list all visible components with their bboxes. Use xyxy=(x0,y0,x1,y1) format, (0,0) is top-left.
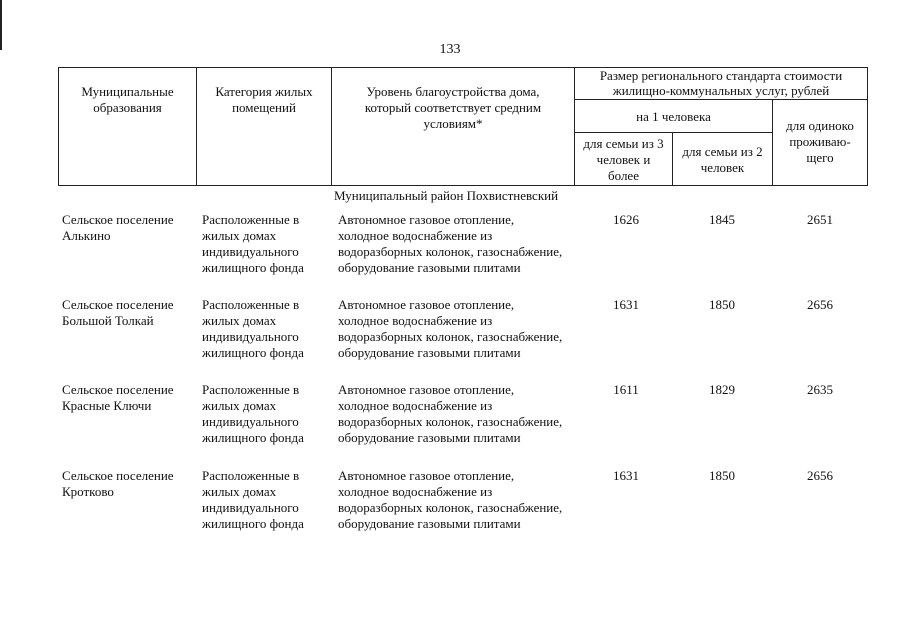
row-value-family2: 1850 xyxy=(709,297,735,312)
row-value-family3: 1626 xyxy=(613,212,639,227)
row-value-family2: 1829 xyxy=(709,382,735,397)
header-category xyxy=(196,67,332,186)
row-category: Расположенные в жилых домах индивидуального жилищного фонда xyxy=(202,382,304,445)
row-category: Расположенные в жилых домах индивидуального жилищного фонда xyxy=(202,468,304,531)
page-number: 133 xyxy=(439,42,461,57)
row-municipality: Сельское поселение Красные Ключи xyxy=(62,382,174,413)
row-value-family2: 1845 xyxy=(709,212,735,227)
table-row xyxy=(0,212,906,298)
scan-edge-line xyxy=(0,0,2,50)
header-municipality xyxy=(58,67,197,186)
header-family3-label: для семьи из 3 человек и более xyxy=(583,136,664,183)
header-level-label: Уровень благоустройства дома, который соответствует средним условиям* xyxy=(364,84,542,131)
header-category-label: Категория жилых помещений xyxy=(215,84,313,115)
row-level: Автономное газовое отопление, холодное водоснабжение из водоразборных колонок, газоснабжение, оборудование газовыми плитами xyxy=(338,297,563,360)
row-level: Автономное газовое отопление, холодное водоснабжение из водоразборных колонок, газоснабжение, оборудование газовыми плитами xyxy=(338,382,563,445)
header-per-person xyxy=(574,99,773,133)
header-family2-label: для семьи из 2 человек xyxy=(682,144,763,175)
header-single-label: для одиноко проживаю-щего xyxy=(786,118,854,165)
table-row xyxy=(0,297,906,383)
header-municipality-label: Муниципальные образования xyxy=(81,84,174,115)
row-value-single: 2651 xyxy=(807,212,833,227)
row-level: Автономное газовое отопление, холодное водоснабжение из водоразборных колонок, газоснабжение, оборудование газовыми плитами xyxy=(338,468,563,531)
row-value-family3: 1631 xyxy=(613,297,639,312)
header-family2 xyxy=(672,132,773,186)
header-per-person-label: на 1 человека xyxy=(636,109,711,124)
row-category: Расположенные в жилых домах индивидуального жилищного фонда xyxy=(202,212,304,275)
header-standard xyxy=(574,67,868,100)
district-heading: Муниципальный район Похвистневский xyxy=(334,188,559,203)
row-value-family2: 1850 xyxy=(709,468,735,483)
row-municipality: Сельское поселение Кротково xyxy=(62,468,174,499)
header-single xyxy=(772,99,868,186)
table-row xyxy=(0,382,906,468)
row-value-single: 2656 xyxy=(807,468,833,483)
table-row xyxy=(0,468,906,554)
row-value-family3: 1631 xyxy=(613,468,639,483)
header-level xyxy=(331,67,575,186)
header-family3 xyxy=(574,132,673,186)
row-value-single: 2656 xyxy=(807,297,833,312)
row-value-single: 2635 xyxy=(807,382,833,397)
row-level: Автономное газовое отопление, холодное водоснабжение из водоразборных колонок, газоснабжение, оборудование газовыми плитами xyxy=(338,212,563,275)
header-standard-label: Размер регионального стандарта стоимости жилищно-коммунальных услуг, рублей xyxy=(599,68,843,98)
row-municipality: Сельское поселение Алькино xyxy=(62,212,174,243)
row-value-family3: 1611 xyxy=(613,382,639,397)
row-category: Расположенные в жилых домах индивидуального жилищного фонда xyxy=(202,297,304,360)
row-municipality: Сельское поселение Большой Толкай xyxy=(62,297,174,328)
